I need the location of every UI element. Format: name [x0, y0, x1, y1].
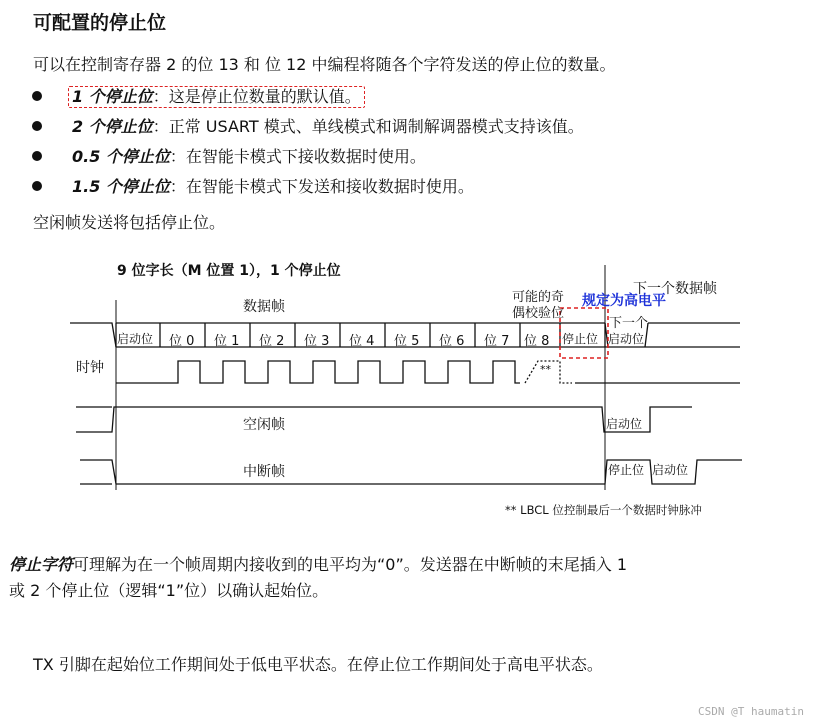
cell-bit-6: 位 6	[439, 334, 465, 349]
clock-label: 时钟	[76, 360, 104, 376]
cell-next-start-bit: 启动位	[608, 332, 645, 346]
annotation-high-level: 规定为高电平	[582, 293, 666, 309]
cell-bit-4: 位 4	[349, 334, 375, 349]
cell-bit-7: 位 7	[484, 334, 510, 349]
cell-start-bit: 启动位	[117, 332, 154, 346]
bullet-term: 2 个停止位	[72, 117, 153, 136]
parity-label-2: 偶校验位	[512, 306, 565, 321]
bullet-text: ：正常 USART 模式、单线模式和调制解调器模式支持该值。	[152, 117, 584, 136]
idle-start-bit-label: 启动位	[606, 417, 643, 431]
watermark: CSDN @T haumatin	[698, 705, 804, 718]
bullet-text: ：在智能卡模式下接收数据时使用。	[169, 147, 426, 166]
break-start-bit-label: 启动位	[652, 463, 689, 477]
parity-label-1: 可能的奇	[512, 290, 565, 305]
stop-char-term: 停止字符	[9, 555, 74, 574]
cell-bit-1: 位 1	[214, 334, 240, 349]
break-stop-bit-label: 停止位	[608, 463, 645, 477]
data-frame-label: 数据帧	[243, 299, 285, 315]
idle-frame-waveform	[76, 407, 692, 432]
diagram-footnote: ** LBCL 位控制最后一个数据时钟脉冲	[505, 503, 702, 517]
stop-char-text-2: 或 2 个停止位（逻辑“1”位）以确认起始位。	[9, 581, 329, 600]
stop-char-paragraph	[9, 552, 627, 575]
idle-note: 空闲帧发送将包括停止位。	[33, 213, 226, 232]
stop-char-text-1: 可理解为在一个帧周期内接收到的电平均为“0”。发送器在中断帧的末尾插入 1	[73, 555, 628, 574]
next-frame-label-1: 下一个数据帧	[633, 281, 717, 297]
bullet-term: 0.5 个停止位	[72, 147, 170, 166]
clock-marker: **	[540, 363, 551, 376]
break-frame-label: 中断帧	[243, 464, 285, 480]
tx-note: TX 引脚在起始位工作期间处于低电平状态。在停止位工作期间处于高电平状态。	[33, 655, 603, 674]
page-title: 可配置的停止位	[33, 12, 167, 34]
cell-bit-0: 位 0	[169, 334, 195, 349]
next-frame-label-2: 下一个	[609, 316, 649, 331]
diagram-title: 9 位字长（M 位置 1），1 个停止位	[117, 263, 341, 279]
bullet-text: ：这是停止位数量的默认值。	[152, 87, 361, 106]
bullet-term: 1 个停止位	[72, 87, 153, 106]
idle-frame-label: 空闲帧	[243, 417, 285, 433]
bullet-term: 1.5 个停止位	[72, 177, 170, 196]
cell-bit-8: 位 8	[524, 334, 550, 349]
intro-text: 可以在控制寄存器 2 的位 13 和 位 12 中编程将随各个字符发送的停止位的数量。	[33, 55, 616, 74]
cell-stop-bit: 停止位	[562, 332, 599, 346]
clock-waveform	[116, 361, 740, 383]
cell-bit-5: 位 5	[394, 334, 420, 349]
bullet-text: ：在智能卡模式下发送和接收数据时使用。	[169, 177, 474, 196]
cell-bit-3: 位 3	[304, 334, 330, 349]
cell-bit-2: 位 2	[259, 334, 285, 349]
